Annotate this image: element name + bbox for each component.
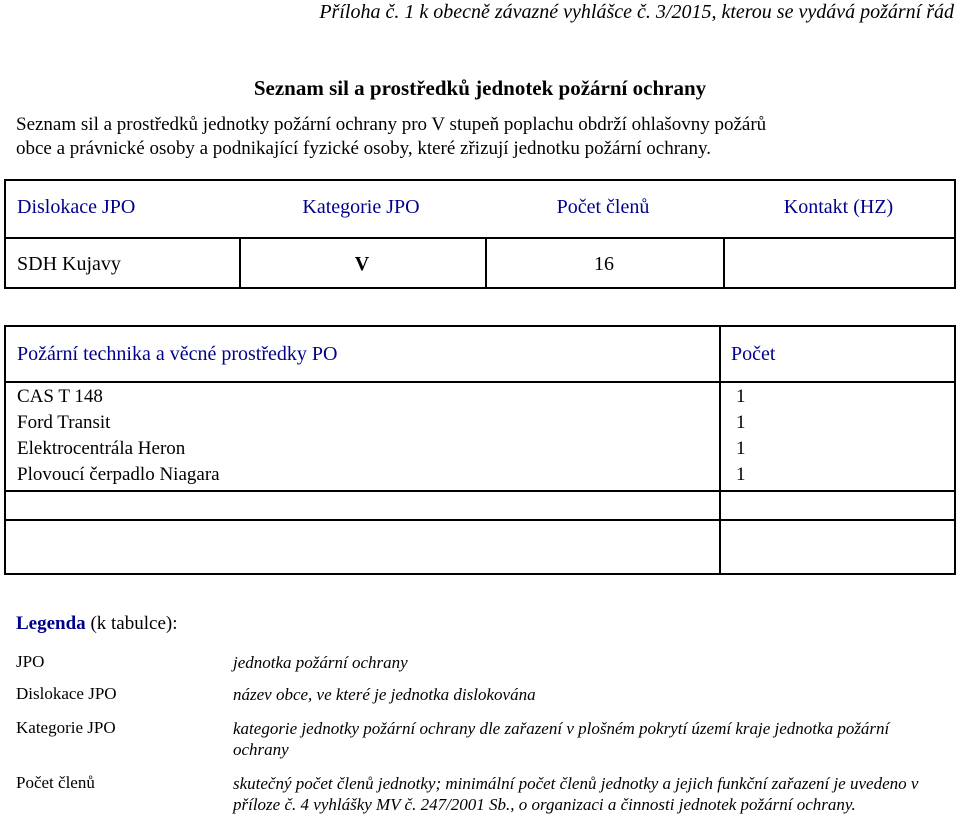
legend-description: jednotka požární ochrany (233, 653, 408, 672)
intro-paragraph (16, 113, 956, 161)
cell-item-count (721, 523, 954, 551)
header-kategorie: Kategorie JPO (302, 195, 420, 218)
legend-term: Dislokace JPO (16, 684, 117, 703)
cell-item-name (6, 523, 719, 551)
header-dislokace: Dislokace JPO (17, 195, 136, 218)
legend-term: JPO (16, 652, 45, 671)
cell-kategorie: V (239, 239, 483, 289)
cell-item-name: Ford Transit (17, 412, 111, 433)
legend-description: název obce, ve které je jednotka dislokována (233, 685, 536, 704)
cell-item-name: CAS T 148 (17, 386, 103, 407)
cell-item-count: 1 (736, 412, 746, 433)
units-table-header (6, 181, 954, 233)
table-row (6, 435, 954, 463)
equipment-table (4, 325, 956, 575)
table-row (6, 409, 954, 437)
intro-line-1: Seznam sil a prostředků jednotky požární ochrany pro V stupeň poplachu obdrží ohlašovny požárů (16, 114, 767, 135)
legend-title (16, 613, 177, 635)
header-pocet: Počet (731, 342, 776, 365)
cell-dislokace: SDH Kujavy (17, 252, 121, 275)
table-row (6, 523, 954, 551)
legend-description: kategorie jednotky požární ochrany dle zařazení v plošném pokrytí území kraje jednotka požární ochrany (233, 719, 890, 759)
cell-item-count: 1 (736, 438, 746, 459)
cell-item-name: Elektrocentrála Heron (17, 438, 186, 459)
table-row (6, 383, 954, 411)
legend-label-suffix: (k tabulce): (85, 613, 178, 634)
header-technika: Požární technika a věcné prostředky PO (17, 342, 338, 365)
cell-item-name: Plovoucí čerpadlo Niagara (17, 464, 220, 485)
cell-pocet-clenu: 16 (485, 239, 721, 289)
header-kontakt: Kontakt (HZ) (783, 195, 894, 218)
row-divider (6, 490, 954, 492)
cell-kontakt (723, 239, 954, 289)
intro-line-2: obce a právnické osoby a podnikající fyzické osoby, které zřizují jednotku požární ochrany. (16, 138, 712, 159)
cell-item-count: 1 (736, 464, 746, 485)
cell-item-name (6, 493, 719, 521)
row-divider (6, 519, 954, 521)
equipment-table-header (6, 327, 954, 383)
legend-label: Legenda (16, 613, 86, 634)
cell-item-count (721, 493, 954, 521)
legend-term: Počet členů (16, 773, 95, 792)
page-title: Seznam sil a prostředků jednotek požární ochrany (253, 76, 707, 100)
table-row (6, 461, 954, 489)
document-header-note: Příloha č. 1 k obecně závazné vyhlášce č. 3/2015, kterou se vydává požární řád (319, 1, 954, 23)
units-table (4, 179, 956, 289)
header-pocet-clenu: Počet členů (556, 195, 650, 218)
table-row (6, 493, 954, 521)
table-row (6, 237, 954, 289)
legend-term: Kategorie JPO (16, 718, 116, 737)
legend-description: skutečný počet členů jednotky; minimální počet členů jednotky a jejich funkční zařazení je uvedeno v příloze č. 4 vyhlášky MV č. 247/2001 Sb., o organizaci a činnosti jednotek požární ochrany. (233, 774, 919, 814)
cell-item-count: 1 (736, 386, 746, 407)
